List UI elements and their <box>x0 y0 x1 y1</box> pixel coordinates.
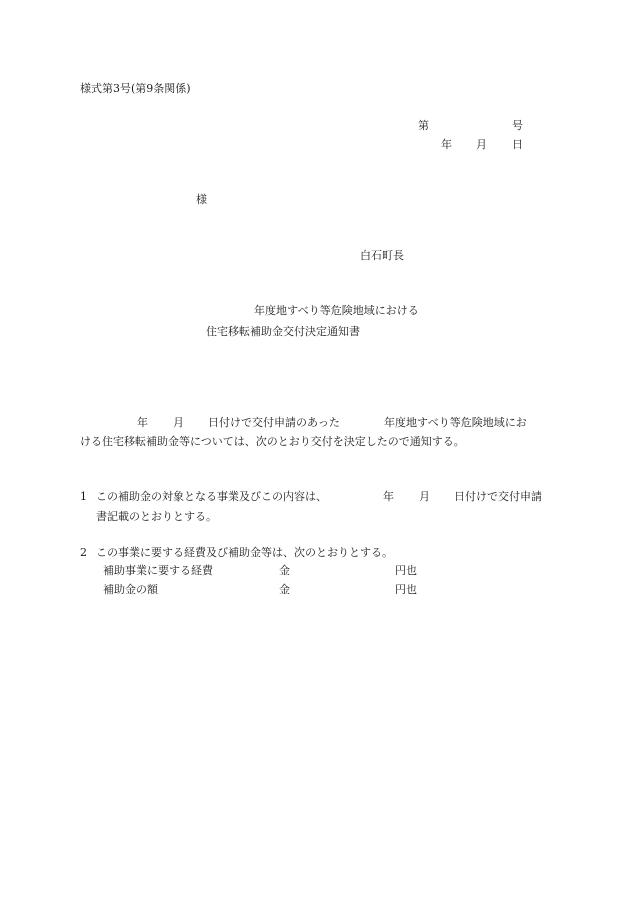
body-line2: ける住宅移転補助金等については、次のとおり交付を決定したので通知する。 <box>80 435 465 448</box>
document-title-line2: 住宅移転補助金交付決定通知書 <box>206 325 360 338</box>
expense-suffix: 円也 <box>395 564 417 577</box>
document-number-prefix: 第 <box>418 119 429 132</box>
item1-number: 1 <box>80 490 87 503</box>
expense-prefix: 金 <box>279 564 290 577</box>
body-year: 年 <box>137 416 148 429</box>
subsidy-label: 補助金の額 <box>103 583 158 596</box>
addressee-suffix: 様 <box>196 193 207 206</box>
item1-year: 年 <box>383 490 394 503</box>
item1-text: この補助金の対象となる事業及びこの内容は、 <box>96 490 327 503</box>
subsidy-prefix: 金 <box>279 583 290 596</box>
item2-number: 2 <box>80 546 87 559</box>
expense-label: 補助事業に要する経費 <box>103 564 213 577</box>
issuer-name: 白石町長 <box>360 249 404 262</box>
form-label: 様式第3号(第9条関係) <box>80 82 191 95</box>
item2-text: この事業に要する経費及び補助金等は、次のとおりとする。 <box>96 546 393 559</box>
item1-continuation: 書記載のとおりとする。 <box>96 510 217 523</box>
subsidy-suffix: 円也 <box>395 583 417 596</box>
date-month: 月 <box>476 138 487 151</box>
item1-date-text: 日付けで交付申請 <box>454 490 542 503</box>
document-title-line1: 年度地すべり等危険地域における <box>254 304 419 317</box>
date-day: 日 <box>512 138 523 151</box>
body-year-text: 年度地すべり等危険地域にお <box>384 416 527 429</box>
body-month: 月 <box>173 416 184 429</box>
item1-month: 月 <box>419 490 430 503</box>
date-year: 年 <box>441 138 452 151</box>
document-number-suffix: 号 <box>512 119 523 132</box>
body-date-text: 日付けで交付申請のあった <box>208 416 340 429</box>
